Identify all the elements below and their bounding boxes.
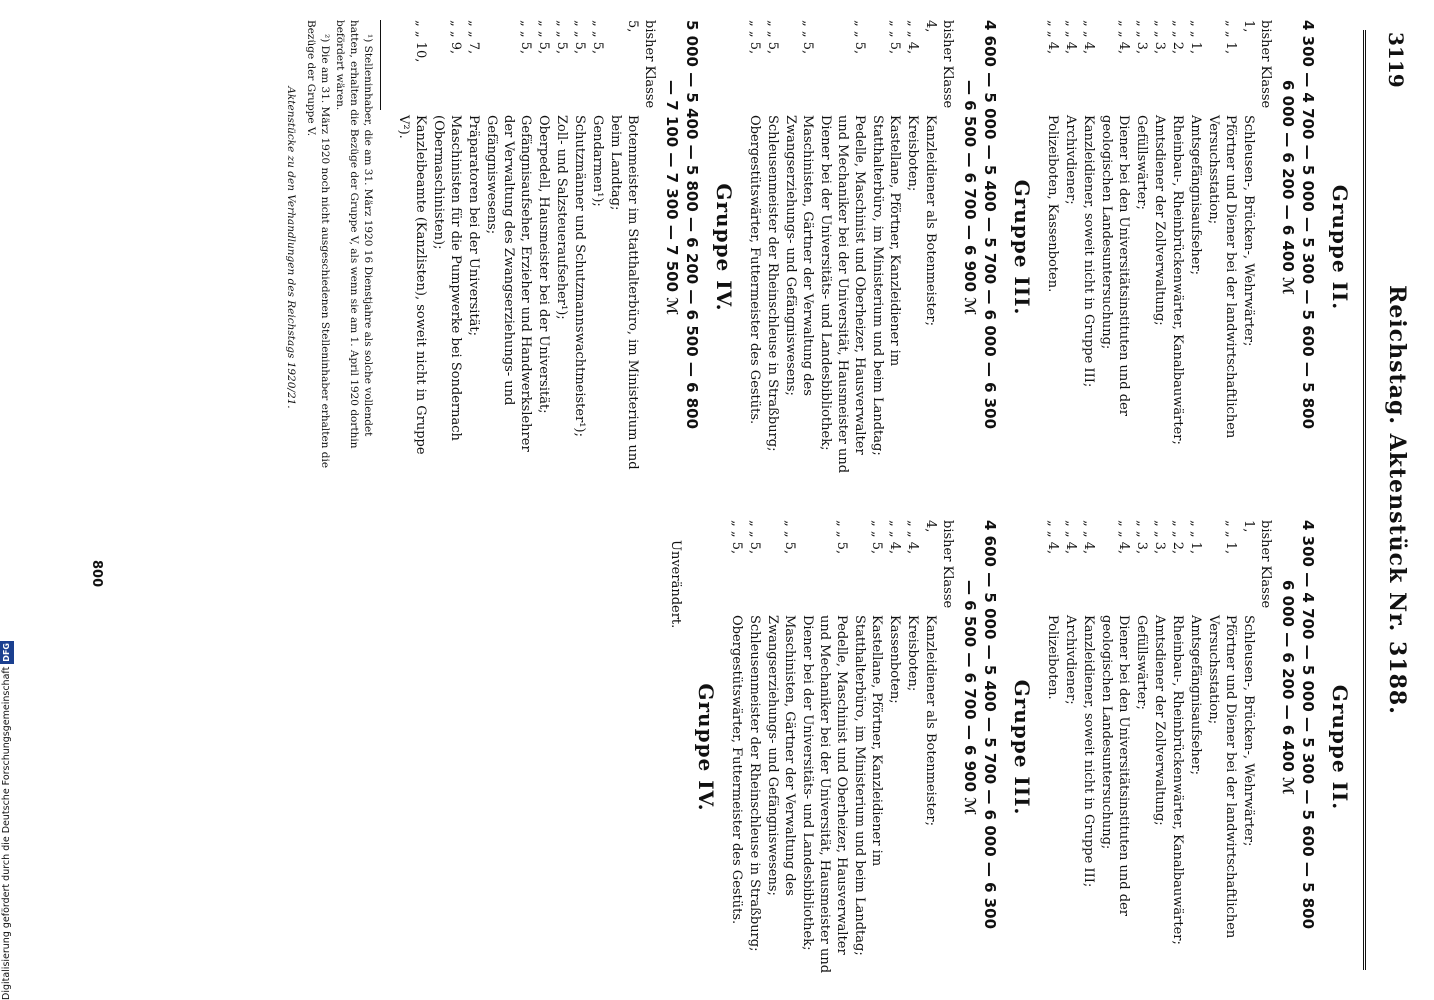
class-ref: „ „ 5,: [834, 520, 849, 555]
class-ref: „ „ 1,: [1188, 520, 1203, 555]
position-text: Amtsgefängnisaufseher;: [1188, 115, 1203, 276]
position-text: Maschinisten, Gärtner der Verwaltung des Zwangserziehungs- und Gefängniswesens;: [783, 115, 815, 396]
class-ref: „ „ 1,: [1223, 520, 1238, 555]
class-ref: „ „ 4,: [1045, 20, 1060, 55]
position-text: Maschinisten für die Pumpwerke bei Sondernach (Obermaschinisten);: [431, 115, 463, 441]
class-ref: „ „ 5,: [536, 20, 551, 55]
credit-strip: [0, 0, 14, 1000]
group-title: Gruppe III.: [1010, 179, 1034, 316]
position-text: Kanzleidiener als Botenmeister;: [923, 115, 938, 327]
salary-line: 6 000 — 6 200 — 6 400 ℳ: [1279, 580, 1297, 795]
list-item: [746, 520, 763, 975]
salary-line: — 6 500 — 6 700 — 6 900 ℳ: [961, 80, 979, 316]
class-ref: bisher Klasse 1,: [1241, 520, 1273, 609]
position-text: Archivdiener;: [1063, 115, 1078, 205]
class-ref: „ „ 1,: [1223, 20, 1238, 55]
list-item: [1080, 20, 1097, 475]
list-item: [1098, 520, 1132, 975]
position-text: Oberpedell, Hausmeister bei der Universität;: [536, 115, 551, 414]
running-footer: Aktenstücke zu den Verhandlungen des Reichstags 1920/21.: [285, 86, 297, 409]
group-title: Gruppe IV.: [712, 183, 736, 312]
list-item: [553, 20, 570, 475]
position-text: Kassenboten;: [887, 615, 902, 704]
class-ref: „ „ 5,: [747, 20, 762, 55]
class-ref: bisher Klasse 5,: [625, 20, 657, 109]
class-ref: „ „ 3,: [1152, 20, 1167, 55]
position-text: Pförtner und Diener bei der landwirtschaftlichen Versuchsstation;: [1206, 115, 1238, 439]
salary-scale: [960, 520, 1000, 975]
position-text: Präparatoren bei der Universität;: [466, 115, 481, 337]
class-ref: „ „ 4,: [905, 20, 920, 55]
list-item: [535, 20, 552, 475]
list-item: [1062, 520, 1079, 975]
position-text: Schleusen-, Brücken-, Wehrwärter;: [1241, 615, 1256, 847]
list-item: [571, 20, 588, 475]
class-ref: „ „ 2,: [1170, 520, 1185, 555]
list-item: [1169, 520, 1186, 975]
list-item: [395, 20, 429, 475]
salary-line: 4 600 — 5 000 — 5 400 — 5 700 — 6 000 — 6 300: [981, 20, 999, 430]
footnote: ²) Die am 31. März 1920 noch nicht ausgeschiedenen Stelleninhaber erhalten die Bezüge der Gruppe V.: [305, 20, 331, 469]
class-ref: „ „ 5,: [518, 20, 533, 55]
position-text: Diener bei den Universitätsinstituten und der geologischen Landesuntersuchung;: [1099, 615, 1131, 916]
dfg-logo-icon: DFG: [0, 641, 14, 664]
class-ref: „ „ 2,: [1170, 20, 1185, 55]
class-ref: „ „ 5,: [747, 520, 762, 555]
position-text: Obergestütswärter, Futtermeister des Gestüts.: [729, 615, 744, 925]
salary-line: — 6 500 — 6 700 — 6 900 ℳ: [961, 580, 979, 816]
list-item: [904, 20, 921, 475]
list-item: [1044, 20, 1061, 475]
position-text: Schleusenmeister der Rheinschleuse in Straßburg;: [747, 615, 762, 952]
list-item: [589, 20, 606, 475]
list-item: [1062, 20, 1079, 475]
salary-line: — 7 100 — 7 300 — 7 500 ℳ: [663, 80, 681, 316]
class-ref: „ „ 5,: [800, 20, 815, 55]
list-item: [1044, 520, 1061, 975]
position-text: Kanzleidiener als Botenmeister;: [923, 615, 938, 827]
class-ref: „ „ 5,: [887, 20, 902, 55]
list-item: [1205, 520, 1239, 975]
list-item: [728, 520, 745, 975]
list-item: [922, 520, 956, 975]
group-note: Unverändert.: [668, 540, 683, 629]
list-item: [1133, 20, 1150, 475]
group-title: Gruppe II.: [1328, 184, 1352, 311]
position-text: Pedelle, Maschinist und Oberheizer, Hausverwalter und Mechaniker bei der Universität, Hausmeister und Diener bei der Universitäts- und Landesbibliothek;: [818, 115, 867, 474]
class-ref: „ „ 4,: [905, 520, 920, 555]
list-item: [1169, 20, 1186, 475]
list-item: [817, 20, 868, 475]
group-title: Gruppe IV.: [694, 683, 718, 812]
list-item: [1187, 20, 1204, 475]
class-ref: bisher Klasse 4,: [923, 20, 955, 109]
footnote-rule: [376, 20, 381, 110]
class-ref: „ „ 3,: [1134, 520, 1149, 555]
position-text: Maschinisten, Gärtner der Verwaltung des Zwangserziehungs- und Gefängniswesens;: [765, 615, 797, 896]
salary-line: 4 600 — 5 000 — 5 400 — 5 700 — 6 000 — 6 300: [981, 520, 999, 930]
list-item: [869, 20, 903, 475]
position-text: Archivdiener;: [1063, 615, 1078, 705]
class-ref: „ „ 5,: [765, 20, 780, 55]
list-item: [886, 520, 903, 975]
class-ref: „ „ 10,: [413, 20, 428, 63]
header-rule: [1363, 30, 1366, 970]
list-item: [465, 20, 482, 475]
list-item: [1205, 20, 1239, 475]
position-text: Schutzmänner und Schutzmannswachtmeister¹);: [572, 115, 587, 437]
header-page-number: 3119: [1384, 32, 1408, 88]
list-item: [764, 520, 798, 975]
list-item: [782, 20, 816, 475]
position-text: Zoll- und Salzsteueraufseher¹);: [554, 115, 569, 320]
list-item: [1098, 20, 1132, 475]
right-column: [667, 520, 1362, 975]
position-text: Pförtner und Diener bei der landwirtschaftlichen Versuchsstation;: [1206, 615, 1238, 939]
list-item: [746, 20, 763, 475]
position-text: Obergestütswärter, Futtermeister des Gestüts.: [747, 115, 762, 425]
position-text: Amtsdiener der Zollverwaltung;: [1152, 615, 1167, 826]
salary-scale: [960, 20, 1000, 475]
position-text: Schleusen-, Brücken-, Wehrwärter;: [1241, 115, 1256, 347]
position-text: Gefängnisaufseher, Erzieher und Handwerkslehrer der Verwaltung des Zwangserziehungs- und Gefängniswesens;: [484, 115, 533, 452]
position-text: Schleusenmeister der Rheinschleuse in Straßburg;: [765, 115, 780, 452]
salary-scale: [1278, 520, 1318, 975]
list-item: [764, 20, 781, 475]
list-item: [1151, 20, 1168, 475]
header-title: Reichstag. Aktenstück Nr. 3188.: [1384, 285, 1410, 715]
position-text: Kanzleidiener, soweit nicht in Gruppe III;: [1081, 115, 1096, 388]
list-item: [1240, 20, 1274, 475]
list-item: [1080, 520, 1097, 975]
class-ref: „ „ 5,: [572, 20, 587, 55]
position-text: Rheinbau-, Rheinbrückenwärter, Kanalbauwärter;: [1170, 115, 1185, 445]
class-ref: „ „ 9,: [448, 20, 463, 55]
list-item: [607, 20, 658, 475]
class-ref: „ „ 4,: [1116, 20, 1131, 55]
group-title: Gruppe III.: [1010, 679, 1034, 816]
class-ref: „ „ 4,: [1081, 20, 1096, 55]
position-text: Gefüllswärter;: [1134, 115, 1149, 210]
position-text: Diener bei den Universitätsinstituten und der geologischen Landesuntersuchung;: [1099, 115, 1131, 416]
position-text: Kreisboten;: [905, 615, 920, 692]
position-text: Kanzleidiener, soweit nicht in Gruppe III;: [1081, 615, 1096, 888]
page-header: [1376, 20, 1416, 980]
list-item: [430, 20, 464, 475]
salary-scale: [662, 20, 702, 475]
class-ref: „ „ 5,: [590, 20, 605, 55]
position-text: Pedelle, Maschinist und Oberheizer, Hausverwalter und Mechaniker bei der Universität, Hausmeister und Diener bei der Universitäts- und Landesbibliothek;: [800, 615, 849, 974]
class-ref: „ „ 5,: [852, 20, 867, 55]
digitization-credit: Digitalisierung gefördert durch die Deutsche Forschungsgemeinschaft: [1, 666, 12, 1000]
salary-line: 6 000 — 6 200 — 6 400 ℳ: [1279, 80, 1297, 295]
footer-page-ref: 800: [89, 560, 104, 588]
class-ref: „ „ 4,: [1063, 520, 1078, 555]
list-item: [483, 20, 534, 475]
class-ref: „ „ 1,: [1188, 20, 1203, 55]
position-text: Amtsgefängnisaufseher;: [1188, 615, 1203, 776]
list-item: [1151, 520, 1168, 975]
position-text: Amtsdiener der Zollverwaltung;: [1152, 115, 1167, 326]
list-item: [1187, 520, 1204, 975]
class-ref: „ „ 3,: [1134, 20, 1149, 55]
position-text: Gefüllswärter;: [1134, 615, 1149, 710]
class-ref: „ „ 4,: [1045, 520, 1060, 555]
list-item: [799, 520, 850, 975]
position-text: Polizeiboten, Kassenboten.: [1045, 115, 1060, 293]
list-item: [904, 520, 921, 975]
class-ref: „ „ 5,: [782, 520, 797, 555]
position-text: Gendarmen¹);: [590, 115, 605, 207]
salary-line: 5 000 — 5 400 — 5 800 — 6 200 — 6 500 — 6 800: [683, 20, 701, 430]
position-text: Kastellane, Pförtner, Kanzleidiener im Statthalterbüro, im Ministerium und beim Landtag;: [852, 615, 884, 956]
position-text: Rheinbau-, Rheinbrückenwärter, Kanalbauwärter;: [1170, 615, 1185, 945]
salary-scale: [1278, 20, 1318, 475]
position-text: Botenmeister im Statthalterbüro, im Ministerium und beim Landtag;: [608, 115, 640, 470]
left-column: [283, 20, 1362, 475]
class-ref: „ „ 5,: [869, 520, 884, 555]
class-ref: „ „ 7,: [466, 20, 481, 55]
salary-line: 4 300 — 4 700 — 5 000 — 5 300 — 5 600 — 5 800: [1299, 20, 1317, 430]
list-item: [922, 20, 956, 475]
position-text: Kastellane, Pförtner, Kanzleidiener im Statthalterbüro, im Ministerium und beim Landtag;: [870, 115, 902, 456]
class-ref: „ „ 4,: [887, 520, 902, 555]
class-ref: „ „ 3,: [1152, 520, 1167, 555]
position-text: Kanzleibeamte (Kanzlisten), soweit nicht in Gruppe V²).: [396, 115, 428, 455]
class-ref: bisher Klasse 1,: [1241, 20, 1273, 109]
list-item: [851, 520, 885, 975]
class-ref: bisher Klasse 4,: [923, 520, 955, 609]
class-ref: „ „ 5,: [729, 520, 744, 555]
list-item: [1240, 520, 1274, 975]
class-ref: „ „ 4,: [1116, 520, 1131, 555]
position-text: Kreisboten;: [905, 115, 920, 192]
class-ref: „ „ 4,: [1063, 20, 1078, 55]
list-item: [1133, 520, 1150, 975]
class-ref: „ „ 4,: [1081, 520, 1096, 555]
class-ref: „ „ 5,: [554, 20, 569, 55]
group-title: Gruppe II.: [1328, 684, 1352, 811]
footnote: ¹) Stelleninhaber, die am 31. März 1920 16 Dienstjahre als solche vollendet hatten, erhalten die Bezüge der Gruppe V, als wenn sie am 1. April 1920 dorthin befördert wären.: [334, 20, 374, 449]
salary-line: 4 300 — 4 700 — 5 000 — 5 300 — 5 600 — 5 800: [1299, 520, 1317, 930]
position-text: Polizeiboten.: [1045, 615, 1060, 700]
